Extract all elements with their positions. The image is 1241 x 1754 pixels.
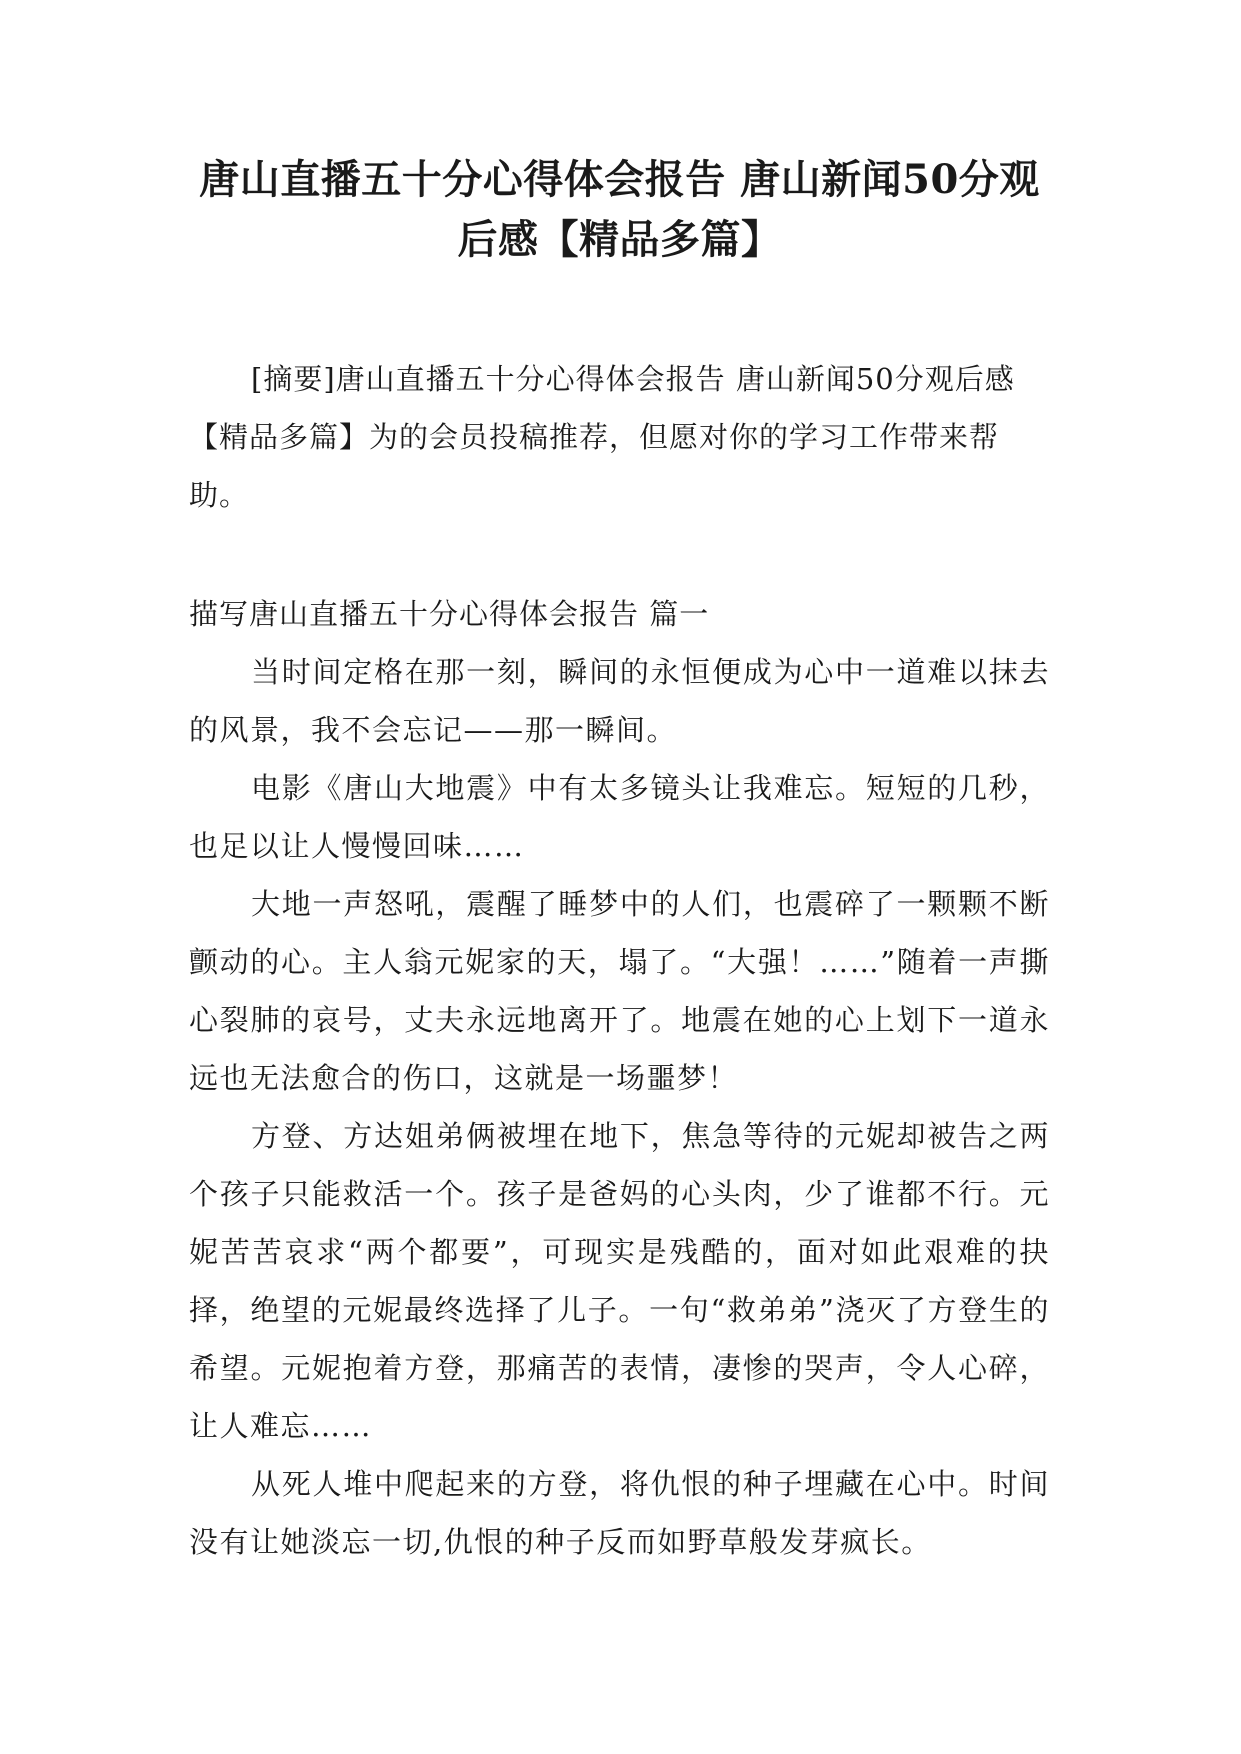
- body-paragraph: 大地一声怒吼，震醒了睡梦中的人们，也震碎了一颗颗不断颤动的心。主人翁元妮家的天，塌了。“大强！……”随着一声撕心裂肺的哀号，丈夫永远地离开了。地震在她的心上划下一道永远也无法愈合的伤口，这就是一场噩梦！: [189, 887, 1050, 1095]
- section-heading: 描写唐山直播五十分心得体会报告 篇一: [189, 597, 710, 631]
- body-paragraph: 从死人堆中爬起来的方登，将仇恨的种子埋藏在心中。时间没有让她淡忘一切,仇恨的种子反而如野草般发芽疯长。: [189, 1467, 1050, 1559]
- body-paragraph: 电影《唐山大地震》中有太多镜头让我难忘。短短的几秒，也足以让人慢慢回味……: [189, 771, 1050, 863]
- body-paragraph: 方登、方达姐弟俩被埋在地下，焦急等待的元妮却被告之两个孩子只能救活一个。孩子是爸妈的心头肉，少了谁都不行。元妮苦苦哀求“两个都要”，可现实是残酷的，面对如此艰难的抉择，绝望的元妮最终选择了儿子。一句“救弟弟”浇灭了方登生的希望。元妮抱着方登，那痛苦的表情，凄惨的哭声，令人心碎，让人难忘……: [189, 1119, 1050, 1443]
- abstract-paragraph: [摘要]唐山直播五十分心得体会报告 唐山新闻50分观后感【精品多篇】为的会员投稿推荐，但愿对你的学习工作带来帮助。: [189, 362, 1015, 512]
- document-title: 唐山直播五十分心得体会报告 唐山新闻50分观后感【精品多篇】: [199, 156, 1040, 263]
- document-page: [189, 0, 1050, 1559]
- body-text: [189, 643, 1050, 1571]
- body-paragraph: 当时间定格在那一刻，瞬间的永恒便成为心中一道难以抹去的风景，我不会忘记——那一瞬间。: [189, 655, 1050, 747]
